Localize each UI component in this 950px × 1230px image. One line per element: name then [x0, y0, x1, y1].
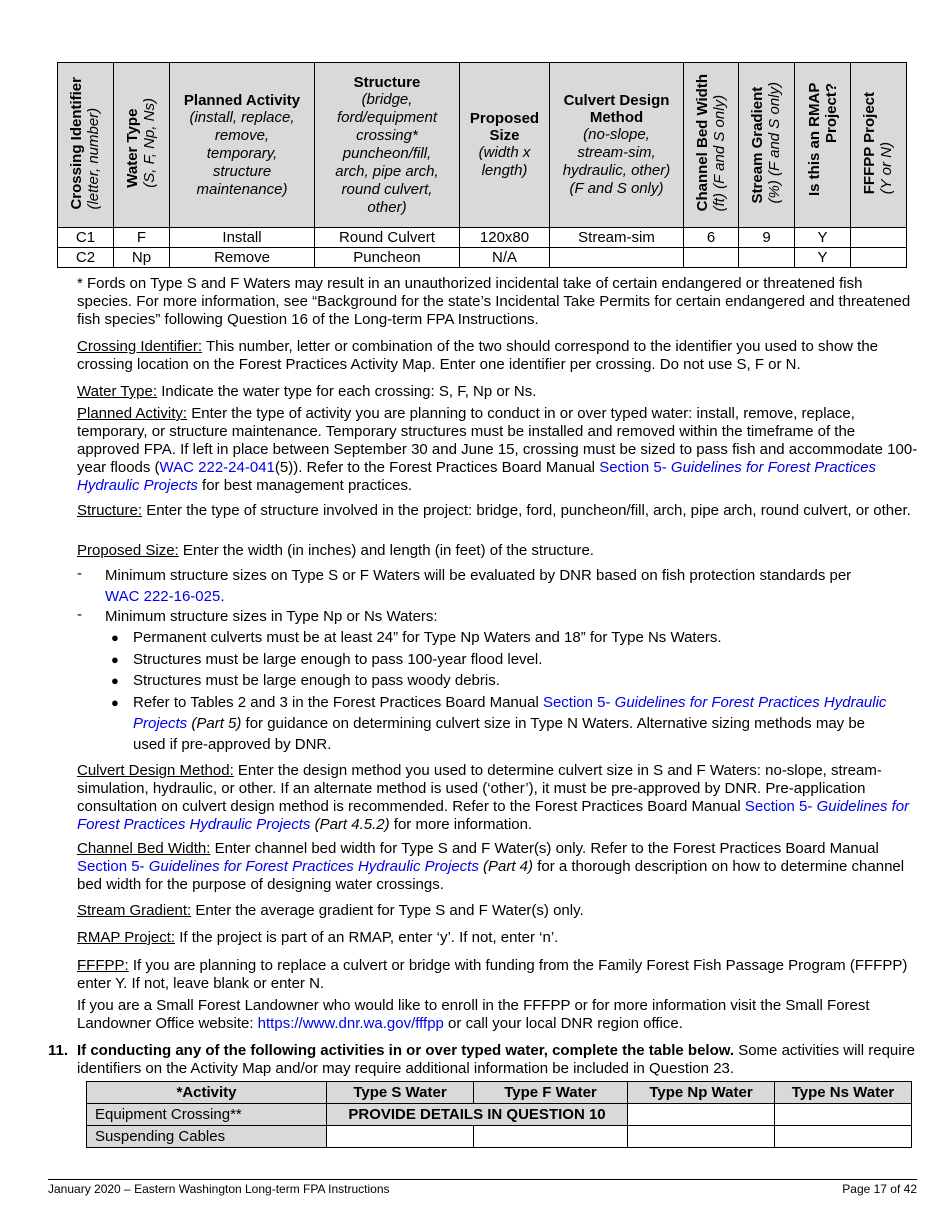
table-row	[58, 248, 907, 268]
cell-channel-width[interactable]: 6	[684, 228, 739, 248]
header-crossing-identifier: Crossing Identifier (letter, number)	[58, 63, 114, 228]
cell-culvert-method[interactable]	[550, 248, 684, 268]
cell-structure[interactable]: Round Culvert	[315, 228, 460, 248]
planned-activity-end: for best management practices.	[197, 477, 413, 494]
cell-crossing-id[interactable]: C1	[58, 228, 114, 248]
header-stream-gradient: Stream Gradient (%) (F and S only)	[739, 63, 795, 228]
proposed-size-text: Enter the width (in inches) and length (in feet) of the structure.	[178, 542, 594, 559]
cell-crossing-id[interactable]: C2	[58, 248, 114, 268]
section5-label: Section 5-	[744, 798, 813, 815]
bullet-icon: ●	[111, 695, 119, 710]
bullet-icon: ●	[111, 652, 119, 667]
bullet-icon: ●	[111, 630, 119, 645]
table-header-row	[87, 1082, 912, 1104]
bullet-item-3: Structures must be large enough to pass woody debris.	[133, 672, 500, 689]
cell-culvert-method[interactable]: Stream-sim	[550, 228, 684, 248]
header-culvert-design-method: Culvert Design Method (no-slope, stream-sim, hydraulic, other) (F and S only)	[550, 63, 684, 228]
culvert-design-end: for more information.	[389, 816, 533, 833]
dash-item-1	[105, 565, 905, 607]
cell-fffpp[interactable]	[851, 248, 907, 268]
cell-type-np[interactable]	[628, 1126, 775, 1148]
cell-water-type[interactable]: Np	[114, 248, 170, 268]
water-crossings-table	[57, 62, 907, 268]
culvert-design-label: Culvert Design Method:	[77, 762, 234, 779]
table-row	[87, 1104, 912, 1126]
water-type-text: Indicate the water type for each crossing: S, F, Np or Ns.	[157, 383, 537, 400]
section5-label: Section 5-	[542, 694, 615, 711]
header-type-s: Type S Water	[327, 1082, 474, 1104]
section5-label: Section 5-	[77, 858, 149, 875]
bullet-item-4-end: for guidance on determining culvert size in Type N Waters. Alternative sizing methods may be	[241, 715, 866, 732]
table-row	[58, 228, 907, 248]
fffpp-paragraph	[77, 957, 919, 993]
bullet-item-1: Permanent culverts must be at least 24” for Type Np Waters and 18” for Type Ns Waters.	[133, 629, 722, 646]
header-water-type: Water Type (S, F, Np, Ns)	[114, 63, 170, 228]
channel-bed-text: Enter channel bed width for Type S and F Water(s) only. Refer to the Forest Practices Board Manual	[210, 840, 879, 857]
cell-planned-activity[interactable]: Remove	[170, 248, 315, 268]
cell-type-s[interactable]	[327, 1126, 474, 1148]
stream-gradient-text: Enter the average gradient for Type S and F Water(s) only.	[191, 902, 584, 919]
fords-note: * Fords on Type S and F Waters may result in an unauthorized incidental take of certain endangered or threatened fish species. For more information, see “Background for the state’s Incidental Take Permits for certain endangered and threatened fish species” following Question 16 of the Long-term FPA Instructions.	[77, 275, 911, 328]
cell-fffpp[interactable]	[851, 228, 907, 248]
cell-type-np[interactable]	[628, 1104, 775, 1126]
crossing-identifier-label: Crossing Identifier:	[77, 338, 203, 355]
cell-water-type[interactable]: F	[114, 228, 170, 248]
question-11-heading: If conducting any of the following activities in or over typed water, complete the table below.	[77, 1042, 735, 1059]
row-label-suspending-cables: Suspending Cables	[87, 1126, 327, 1148]
footer-page-number: Page 17 of 42	[842, 1182, 917, 1196]
channel-bed-paragraph	[77, 840, 919, 894]
dash-item-1-end: .	[220, 588, 225, 605]
water-type-paragraph	[77, 383, 919, 401]
guidelines-title: Guidelines for Forest Practices Hydraulic Projects	[77, 459, 876, 494]
cell-stream-gradient[interactable]: 9	[739, 228, 795, 248]
proposed-size-label: Proposed Size:	[77, 542, 179, 559]
header-proposed-size: Proposed Size (width x length)	[460, 63, 550, 228]
header-rmap-project: Is this an RMAP Project?	[795, 63, 851, 228]
cell-type-ns[interactable]	[775, 1126, 912, 1148]
section5-link[interactable]	[77, 858, 479, 875]
sfl-end: or call your local DNR region office.	[443, 1015, 683, 1032]
small-forest-landowner-paragraph	[77, 997, 919, 1033]
channel-bed-label: Channel Bed Width:	[77, 840, 211, 857]
guidelines-title: Guidelines for Forest Practices Hydraulic Projects	[77, 798, 910, 833]
dash-item-2: Minimum structure sizes in Type Np or Ns Waters:	[105, 608, 438, 625]
cell-structure[interactable]: Puncheon	[315, 248, 460, 268]
fffpp-text: If you are planning to replace a culvert or bridge with funding from the Family Forest Fish Passage Program (FFFPP) enter Y. If not, leave blank or enter N.	[77, 957, 908, 992]
cell-stream-gradient[interactable]	[739, 248, 795, 268]
rmap-text: If the project is part of an RMAP, enter ‘y’. If not, enter ‘n’.	[175, 929, 559, 946]
rmap-label: RMAP Project:	[77, 929, 176, 946]
dash-marker: -	[77, 565, 82, 582]
crossing-identifier-text: This number, letter or combination of the two should correspond to the identifier you used to show the crossing location on the Forest Practices Activity Map. Enter one identifier per crossing.	[77, 338, 879, 373]
footer-title: January 2020 – Eastern Washington Long-term FPA Instructions	[48, 1182, 390, 1196]
bullet-item-2: Structures must be large enough to pass 100-year flood level.	[133, 651, 543, 668]
part-ref: (Part 4.5.2)	[310, 816, 390, 833]
header-fffpp-project: FFFPP Project (Y or N)	[851, 63, 907, 228]
structure-label: Structure:	[77, 502, 143, 519]
question-11-number: 11.	[48, 1042, 69, 1059]
header-structure: Structure (bridge, ford/equipment crossing* puncheon/fill, arch, pipe arch, round culvert, other)	[315, 63, 460, 228]
provide-details-note: PROVIDE DETAILS IN QUESTION 10	[327, 1104, 628, 1126]
cell-rmap[interactable]: Y	[795, 228, 851, 248]
header-type-f: Type F Water	[474, 1082, 628, 1104]
stream-gradient-label: Stream Gradient:	[77, 902, 192, 919]
cell-planned-activity[interactable]: Install	[170, 228, 315, 248]
cell-proposed-size[interactable]: N/A	[460, 248, 550, 268]
header-planned-activity: Planned Activity (install, replace, remove, temporary, structure maintenance)	[170, 63, 315, 228]
planned-activity-mid: (5)). Refer to the Forest Practices Board Manual	[274, 459, 600, 476]
question-11-paragraph	[77, 1042, 919, 1078]
cell-type-f[interactable]	[474, 1126, 628, 1148]
channel-bed-end: for a thorough description on how to determine channel bed width for the purpose of designing water crossings.	[77, 858, 905, 893]
section5-label: Section 5-	[599, 459, 671, 476]
table-header-row	[58, 63, 907, 228]
stream-gradient-paragraph	[77, 902, 919, 920]
table-row	[87, 1126, 912, 1148]
culvert-design-text: Enter the design method you used to determine culvert size in S and F Waters: no-slope, stream-simulation, hydraulic, or other. If an alternate method is used (‘other’), it must be pre-approved by DNR. Pre-application consultation on culvert design method is recommended. Refer to the Forest Practices Board Manual	[77, 762, 882, 815]
planned-activity-paragraph	[77, 405, 919, 495]
dash-marker: -	[77, 606, 82, 623]
cell-type-ns[interactable]	[775, 1104, 912, 1126]
rmap-paragraph	[77, 929, 919, 947]
crossing-identifier-paragraph	[77, 338, 919, 374]
header-type-np: Type Np Water	[628, 1082, 775, 1104]
bullet-item-4	[133, 692, 923, 755]
question-11-text: Some activities will require identifiers on the Activity Map and/or may require additional information be included in Question 23.	[77, 1042, 915, 1077]
bullet-icon: ●	[111, 673, 119, 688]
guidelines-title-cont: Projects	[133, 715, 188, 732]
cell-rmap[interactable]: Y	[795, 248, 851, 268]
fffpp-website-link[interactable]: https://www.dnr.wa.gov/fffpp	[257, 1015, 444, 1032]
structure-paragraph	[77, 502, 919, 520]
header-channel-bed-width: Channel Bed Width (ft) (F and S only)	[684, 63, 739, 228]
fffpp-label: FFFPP:	[77, 957, 129, 974]
row-label-equipment-crossing: Equipment Crossing**	[87, 1104, 327, 1126]
guidelines-title: Guidelines for Forest Practices Hydraulic	[614, 694, 887, 711]
dash-item-1-text: Minimum structure sizes on Type S or F Waters will be evaluated by DNR based on fish protection standards per	[105, 567, 852, 584]
bullet-item-4-text: Refer to Tables 2 and 3 in the Forest Practices Board Manual	[133, 694, 543, 711]
wac-222-16-025-link[interactable]: WAC 222-16-025	[105, 588, 221, 605]
activities-table	[86, 1081, 912, 1148]
crossing-identifier-tail: Do not use S, F or N.	[655, 356, 801, 373]
proposed-size-paragraph	[77, 542, 919, 560]
cell-proposed-size[interactable]: 120x80	[460, 228, 550, 248]
part-ref: (Part 4)	[478, 858, 534, 875]
guidelines-title: Guidelines for Forest Practices Hydraulic Projects	[148, 858, 479, 875]
planned-activity-label: Planned Activity:	[77, 405, 188, 422]
culvert-design-paragraph	[77, 762, 919, 834]
cell-channel-width[interactable]	[684, 248, 739, 268]
structure-text: Enter the type of structure involved in the project: bridge, ford, puncheon/fill, arch, pipe arch, round culvert, or other.	[142, 502, 911, 519]
sfl-text: If you are a Small Forest Landowner who would like to enroll in the FFFPP or for more information visit the Small Forest Landowner Office website:	[77, 997, 870, 1032]
bullet-item-4-line3: used if pre-approved by DNR.	[133, 736, 332, 753]
header-activity: *Activity	[87, 1082, 327, 1104]
wac-222-24-041-link[interactable]: WAC 222-24-041	[159, 459, 275, 476]
water-type-label: Water Type:	[77, 383, 158, 400]
part-ref: (Part 5)	[187, 715, 242, 732]
footer-divider	[48, 1179, 917, 1180]
planned-activity-text: Enter the type of activity you are planning to conduct in or over typed water: install, remove, replace, temporary, or structure maintenance. Temporary structures must be installed and removed within the timeframe of the approved FPA. If left in place between September 30 and June 15, crossing must be sized to pass fish and accommodate 100-year floods (	[77, 405, 918, 476]
header-type-ns: Type Ns Water	[775, 1082, 912, 1104]
